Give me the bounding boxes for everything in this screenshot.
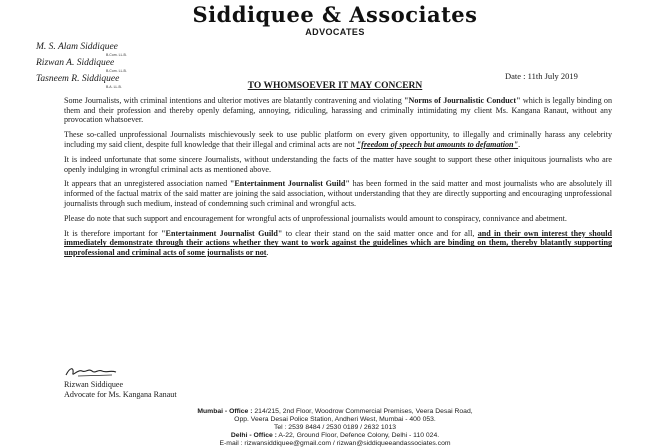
paragraph: Please do note that such support and encouragement for wrongful acts of unprofessional journalists would amount to conspiracy, connivance and abetment. — [64, 213, 567, 223]
paragraph — [64, 179, 612, 208]
partner-degree: B.Com. LL.B. — [106, 53, 127, 57]
paragraph-text: to clear their stand on the said matter once and for all, — [282, 228, 478, 238]
paragraph — [64, 130, 612, 149]
quoted-term: "Entertainment Journalist Guild" — [229, 179, 350, 189]
quoted-term: "freedom of speech but amounts to defamation" — [356, 140, 519, 149]
paragraph-text: These so-called unprofessional Journalists mischievously seek to use public platform on every given opportunity, to illegally and criminally harass any celebrity including my said client, despite full knowledge that their illegal and criminal acts are not — [64, 130, 612, 149]
emphasized-demand: and in their own interest they should immediately demonstrate through their actions whether they want to work against the guidelines which are binding on them, thereby blatantly supporting unprofessional and criminal acts of some journalists or not — [64, 228, 612, 258]
letter-footer — [0, 408, 670, 447]
letter-date: Date : 11th July 2019 — [505, 71, 578, 81]
letter-body — [64, 96, 612, 263]
paragraph-text: has been formed in the said matter and most journalists who are absolutely ill informed of the factual matrix of the said matter are joining the said association, without understanding that they are directly supporting and encouraging unprofessional journalists through such medium, instead of condemning such criminal and wrongful acts. — [64, 179, 612, 208]
partner-name: Rizwan A. Siddiquee — [36, 58, 115, 68]
footer-phone: Tel : 2539 8484 / 2530 0189 / 2632 1013 — [273, 424, 397, 432]
office-address: 214/215, 2nd Floor, Woodrow Commercial Premises, Veera Desai Road, — [252, 408, 473, 415]
partner-name: Tasneem R. Siddiquee — [36, 74, 120, 84]
footer-line — [0, 408, 670, 416]
paragraph — [64, 96, 612, 125]
firm-subtitle: ADVOCATES — [305, 27, 365, 37]
office-label: Delhi - Office : — [230, 432, 277, 440]
paragraph-text: Some Journalists, with criminal intentions and ulterior motives are blatantly contravening and violating — [64, 96, 405, 105]
quoted-term: "Norms of Journalistic Conduct" — [404, 96, 521, 105]
firm-name: Siddiquee & Associates — [192, 2, 478, 27]
partner-name: M. S. Alam Siddiquee — [36, 42, 118, 52]
partner-degree: B.A. LL.B. — [106, 85, 122, 89]
letter-heading: TO WHOMSOEVER IT MAY CONCERN — [247, 81, 423, 91]
paragraph-text: It is therefore important for — [64, 228, 162, 238]
quoted-term: "Entertainment Journalist Guild" — [161, 228, 283, 238]
paragraph-text: which is legally binding on them and their profession and thereby openly defaming, annoying, ridiculing, harassing and criminally intimidating my client Ms. Kangana Ranaut, without any provocation whatsoever. — [64, 96, 612, 125]
signatory-block — [64, 380, 177, 399]
signature-image — [64, 365, 124, 379]
paragraph — [64, 229, 612, 258]
paragraph-text: . — [266, 248, 269, 258]
signatory-name: Rizwan Siddiquee — [64, 380, 124, 389]
paragraph-text: It appears that an unregistered association named — [64, 179, 230, 189]
office-address: A-22, Ground Floor, Defence Colony, Delhi - 110 024. — [276, 432, 440, 440]
paragraph: It is indeed unfortunate that some sincere Journalists, without understanding the facts of the matter have sought to support these other iniquitous journalists who are openly indulging in wrongful criminal acts as mentioned above. — [64, 154, 612, 174]
footer-line — [0, 432, 670, 440]
partner-degree: B.Com. LL.B. — [106, 69, 127, 73]
signatory-role: Advocate for Ms. Kangana Ranaut — [64, 389, 177, 399]
office-label: Mumbai - Office : — [197, 408, 253, 415]
footer-email: E-mail : rizwansiddiquee@gmail.com / rizwan@siddiqueeandassociates.com — [219, 440, 451, 447]
paragraph-text: . — [518, 140, 521, 149]
footer-line: Opp. Veera Desai Police Station, Andheri West, Mumbai - 400 053. — [234, 416, 436, 424]
